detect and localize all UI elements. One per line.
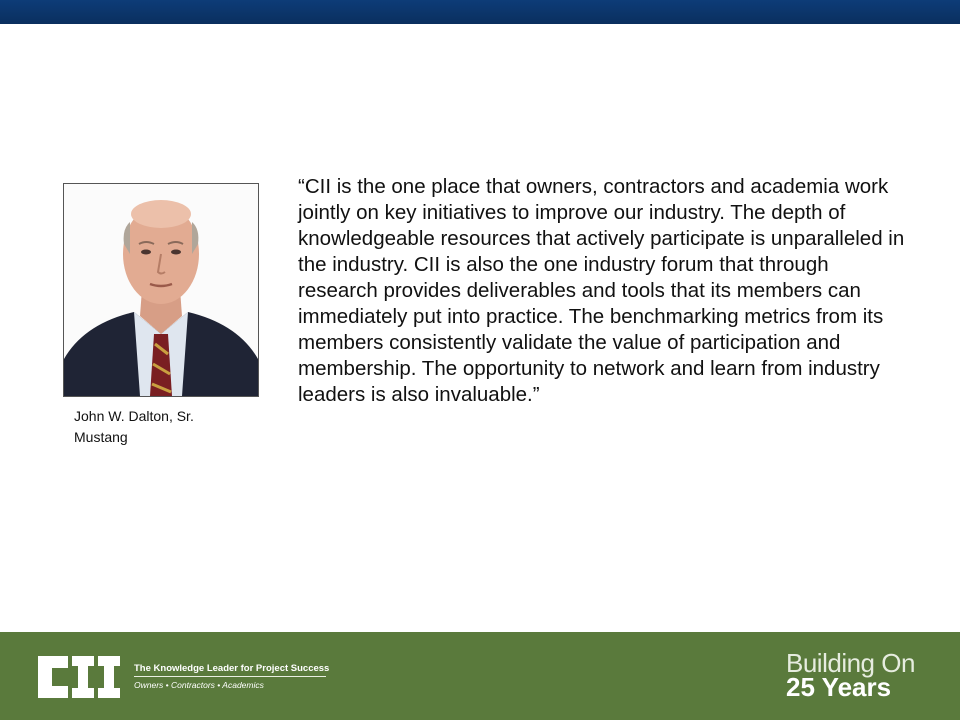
- slogan-line-1: Building On: [786, 648, 915, 678]
- caption-name: John W. Dalton, Sr.: [74, 408, 194, 424]
- testimonial-quote: “CII is the one place that owners, contractors and academia work jointly on key initiatives to improve our industry. The depth of knowledgeable resources that actively participate is unparalleled in the industry. CII is also the one industry forum that through research provides deliverables and tools that its members can immediately put into practice. The benchmarking metrics from its members consistently validate the value of participation and membership. The opportunity to network and learn from industry leaders is also invaluable.”: [298, 175, 905, 406]
- header-bar: [0, 0, 960, 24]
- tagline-divider: [134, 676, 326, 677]
- cii-logo: [38, 656, 120, 698]
- slogan-line-2: 25 Years: [786, 672, 892, 702]
- footer-tagline: The Knowledge Leader for Project Success: [134, 663, 330, 674]
- photo-caption: [74, 406, 254, 448]
- portrait-image: [64, 184, 258, 396]
- portrait-photo: [63, 183, 259, 397]
- caption-company: Mustang: [74, 429, 128, 445]
- footer-subtagline: Owners • Contractors • Academics: [134, 680, 264, 690]
